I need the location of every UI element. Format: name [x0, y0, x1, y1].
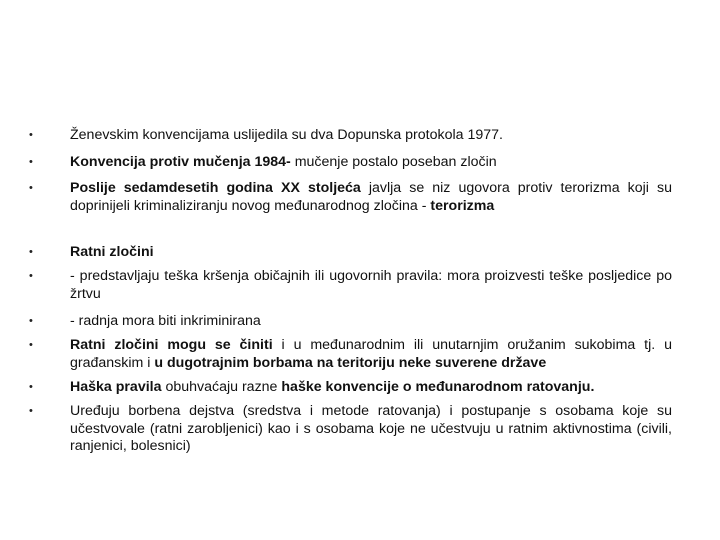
list-item-text: [70, 313, 672, 331]
bold-text-run: terorizma: [430, 197, 495, 214]
bullet-marker: •: [29, 339, 33, 351]
list-item-text: [70, 379, 672, 397]
bullet-marker: •: [29, 246, 33, 258]
bullet-marker: •: [29, 381, 33, 393]
bold-text-run: u dugotrajnim borbama na teritoriju neke suverene države: [154, 354, 547, 371]
bullet-marker: •: [29, 129, 33, 141]
bullet-marker: •: [29, 405, 33, 417]
text-run: javlja se niz ugovora protiv terorizma koji su doprinijeli kriminaliziranju novog međunarodnog zločina -: [70, 180, 672, 214]
bullet-marker: •: [29, 156, 33, 168]
text-run: - radnja mora biti inkriminirana: [70, 313, 261, 329]
bold-text-run: haške konvencije o međunarodnom ratovanju.: [281, 379, 595, 395]
list-item-text: [70, 403, 672, 456]
text-run: obuhvaćaju razne: [161, 379, 282, 395]
bullet-marker: •: [29, 182, 33, 194]
bold-text-run: Ratni zločini: [70, 244, 154, 260]
list-item-text: [70, 154, 672, 172]
text-run: Ženevskim konvencijama uslijedila su dva Dopunska protokola 1977.: [70, 127, 503, 143]
bullet-marker: •: [29, 315, 33, 327]
list-item-text: [70, 244, 672, 262]
list-item-text: [70, 127, 672, 145]
bullet-marker: •: [29, 270, 33, 282]
bold-text-run: Ratni zločini mogu se činiti: [70, 337, 273, 353]
list-item-text: [70, 268, 672, 303]
bold-text-run: Konvencija protiv mučenja 1984-: [70, 154, 291, 170]
text-run: mučenje postalo poseban zločin: [290, 154, 497, 170]
list-item-text: [70, 337, 672, 372]
list-item-text: [70, 180, 672, 215]
text-run: i u međunarodnim ili unutarnjim oružanim sukobima tj. u građanskim i: [70, 337, 672, 371]
text-run: - predstavljaju teška kršenja običajnih ili ugovornih pravila: mora proizvesti teške posljedice po žrtvu: [70, 268, 672, 302]
bold-text-run: Poslije sedamdesetih godina XX stoljeća: [70, 180, 361, 196]
bold-text-run: Haška pravila: [70, 379, 162, 395]
text-run: Uređuju borbena dejstva (sredstva i metode ratovanja) i postupanje s osobama koje su učestvovale (ratni zarobljenici) kao i s osobama koje ne učestvuju u ratnim aktivnostima (civili, ranjenici, bolesnici): [70, 403, 672, 454]
